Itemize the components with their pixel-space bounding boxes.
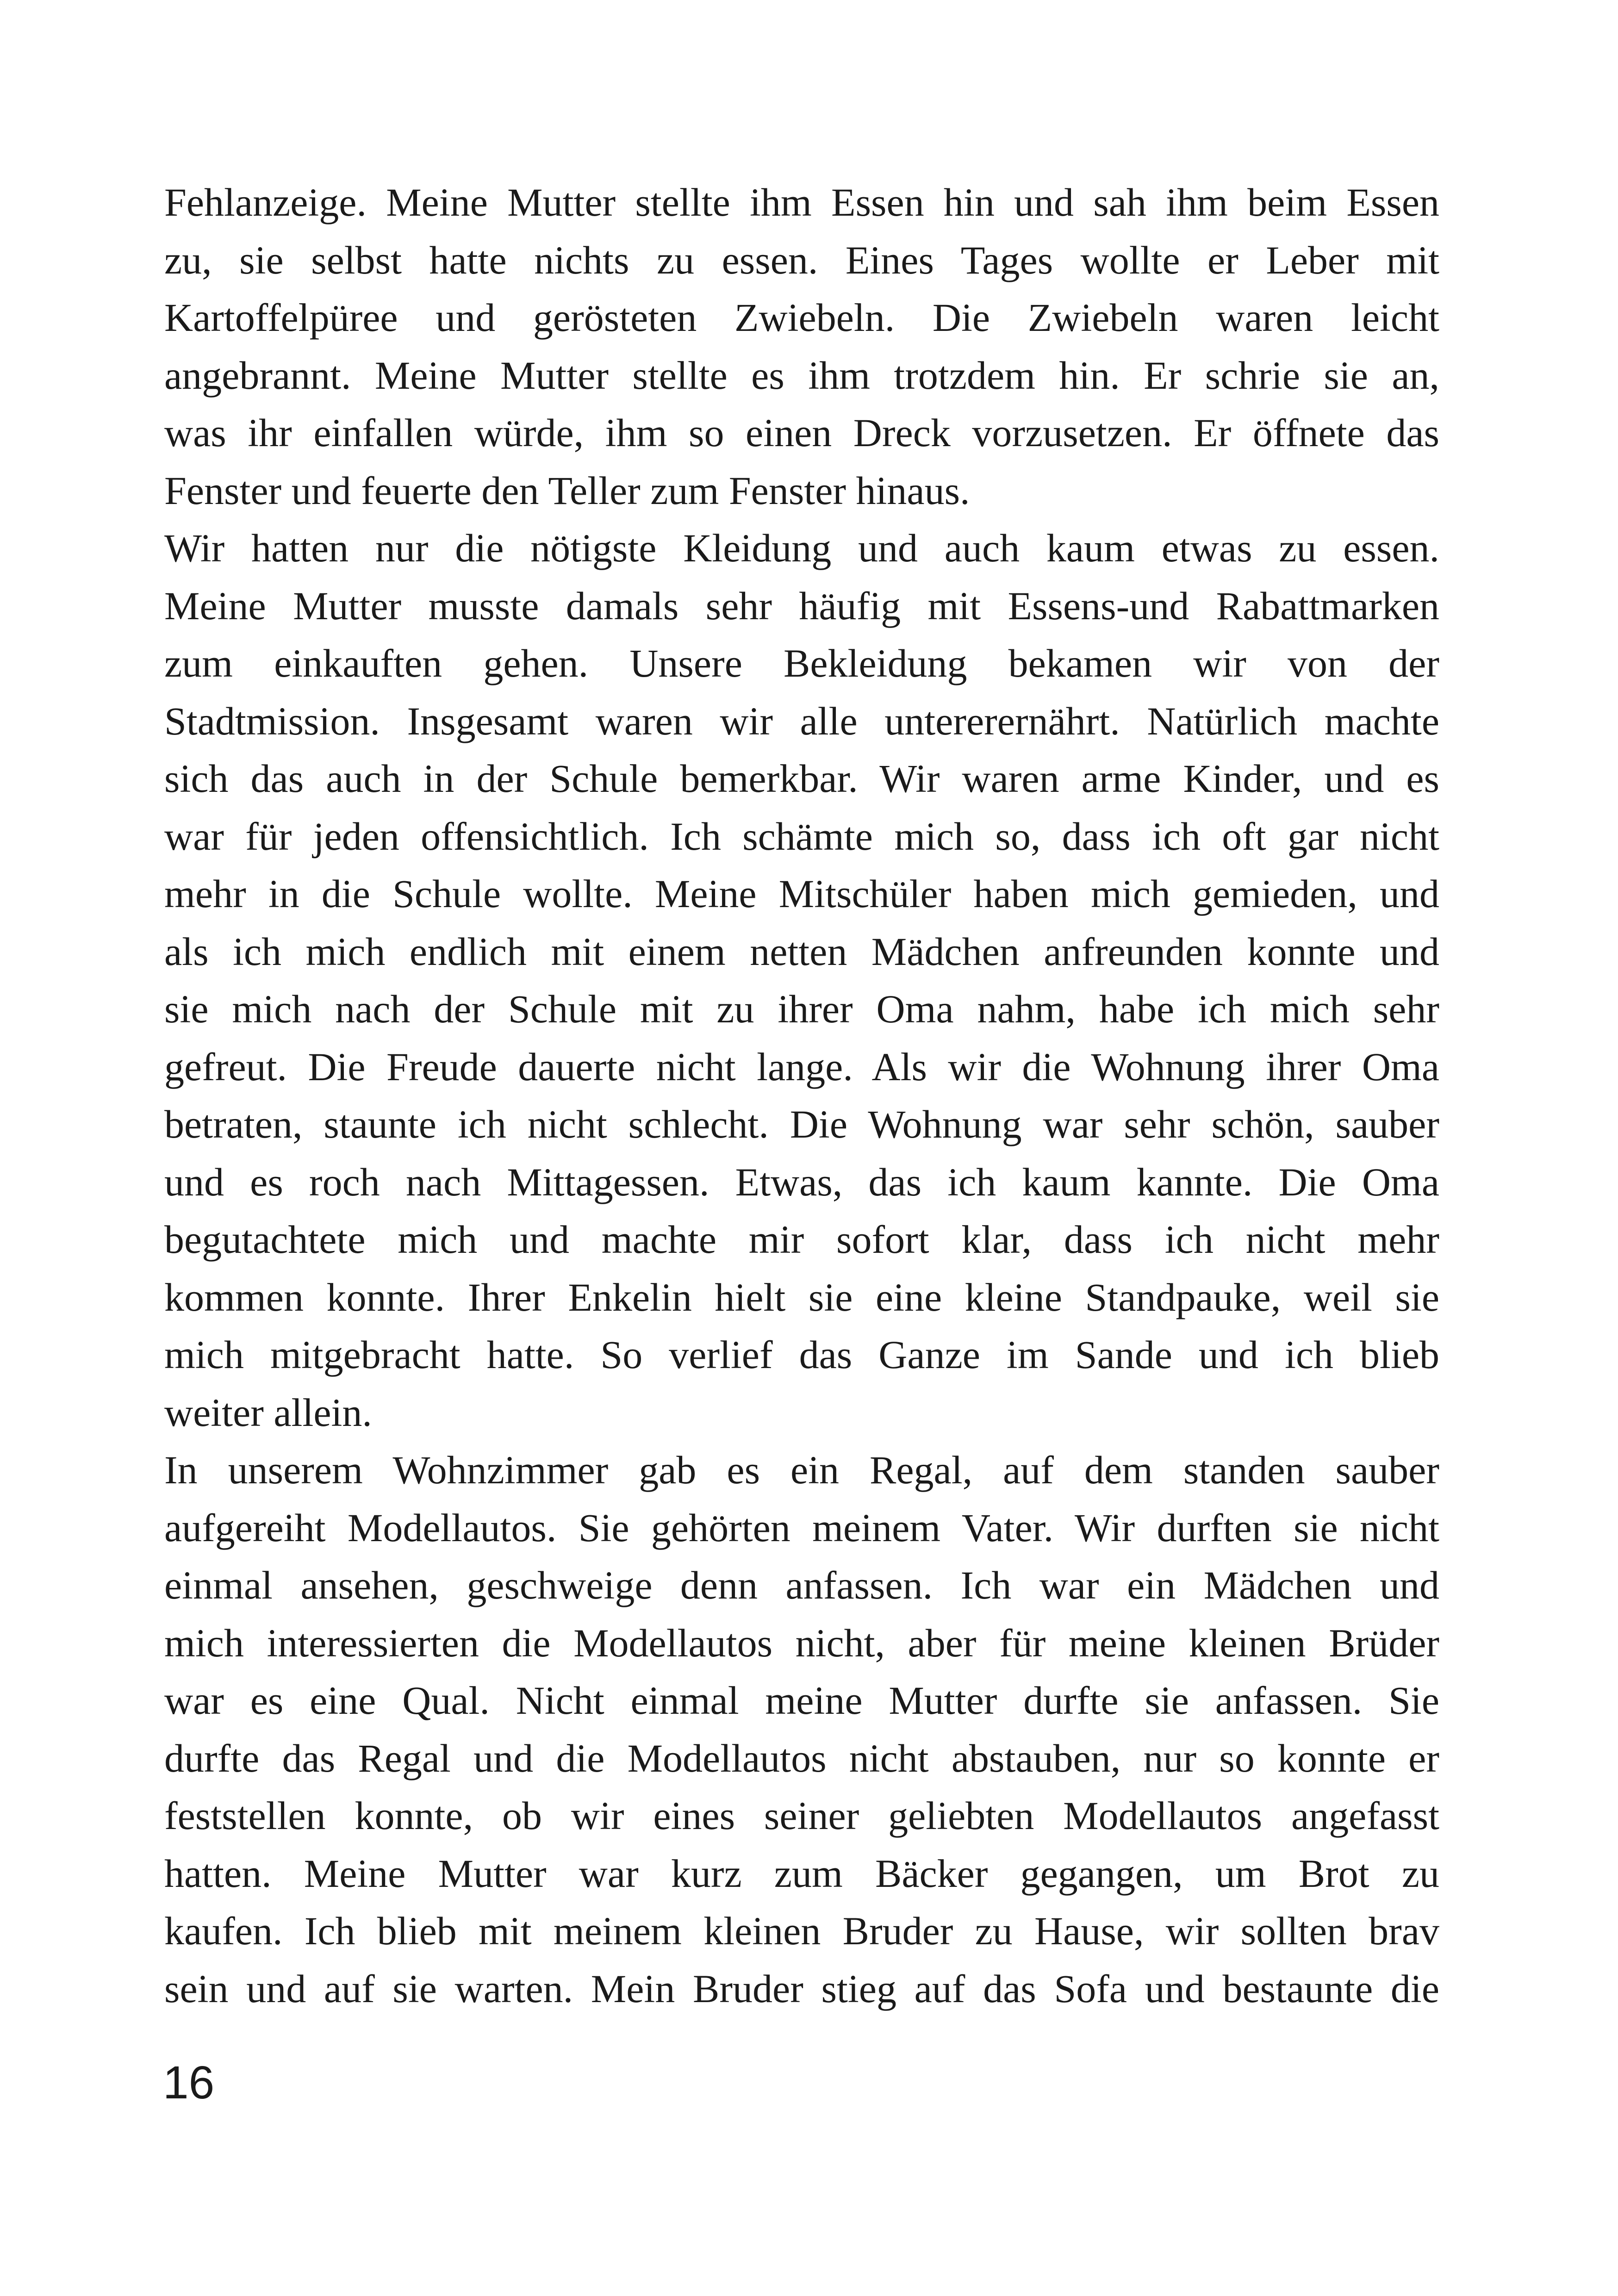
- text-line: Wir hatten nur die nötigste Kleidung und auch kaum etwas zu essen.: [164, 526, 1439, 570]
- text-line: mich mitgebracht hatte. So verlief das Ganze im Sande und ich blieb: [164, 1332, 1439, 1377]
- text-line: kommen konnte. Ihrer Enkelin hielt sie eine kleine Standpauke, weil sie: [164, 1275, 1439, 1319]
- text-line: kaufen. Ich blieb mit meinem kleinen Bruder zu Hause, wir sollten brav: [164, 1909, 1439, 1953]
- text-line: angebrannt. Meine Mutter stellte es ihm trotzdem hin. Er schrie sie an,: [164, 353, 1439, 398]
- text-line: Stadtmission. Insgesamt waren wir alle untererernährt. Natürlich machte: [164, 698, 1439, 743]
- text-line: als ich mich endlich mit einem netten Mädchen anfreunden konnte und: [164, 929, 1439, 974]
- text-line: einmal ansehen, geschweige denn anfassen. Ich war ein Mädchen und: [164, 1563, 1439, 1607]
- text-line: aufgereiht Modellautos. Sie gehörten meinem Vater. Wir durften sie nicht: [164, 1505, 1439, 1550]
- text-line: mehr in die Schule wollte. Meine Mitschüler haben mich gemieden, und: [164, 871, 1439, 916]
- text-line: begutachtete mich und machte mir sofort klar, dass ich nicht mehr: [164, 1217, 1439, 1262]
- paragraph: [164, 174, 1439, 519]
- text-line: Fenster und feuerte den Teller zum Fenster hinaus.: [164, 468, 970, 513]
- text-line: was ihr einfallen würde, ihm so einen Dreck vorzusetzen. Er öffnete das: [164, 411, 1439, 455]
- paragraph: [164, 519, 1439, 1441]
- text-line: durfte das Regal und die Modellautos nicht abstauben, nur so konnte er: [164, 1736, 1439, 1780]
- text-line: war für jeden offensichtlich. Ich schämte mich so, dass ich oft gar nicht: [164, 814, 1439, 859]
- text-line: sich das auch in der Schule bemerkbar. Wir waren arme Kinder, und es: [164, 756, 1439, 801]
- text-line: zu, sie selbst hatte nichts zu essen. Eines Tages wollte er Leber mit: [164, 237, 1439, 282]
- text-line: weiter allein.: [164, 1390, 372, 1435]
- text-line: Kartoffelpüree und gerösteten Zwiebeln. Die Zwiebeln waren leicht: [164, 295, 1439, 340]
- text-line: Meine Mutter musste damals sehr häufig mit Essens-und Rabattmarken: [164, 583, 1439, 628]
- text-line: und es roch nach Mittagessen. Etwas, das ich kaum kannte. Die Oma: [164, 1159, 1439, 1204]
- page-number: 16: [163, 2057, 215, 2109]
- text-line: betraten, staunte ich nicht schlecht. Die Wohnung war sehr schön, sauber: [164, 1102, 1439, 1146]
- text-line: hatten. Meine Mutter war kurz zum Bäcker gegangen, um Brot zu: [164, 1851, 1439, 1896]
- text-line: war es eine Qual. Nicht einmal meine Mutter durfte sie anfassen. Sie: [164, 1678, 1439, 1723]
- paragraph: [164, 1441, 1439, 2017]
- text-line: mich interessierten die Modellautos nicht, aber für meine kleinen Brüder: [164, 1620, 1439, 1665]
- text-line: In unserem Wohnzimmer gab es ein Regal, auf dem standen sauber: [164, 1448, 1439, 1492]
- text-line: gefreut. Die Freude dauerte nicht lange. Als wir die Wohnung ihrer Oma: [164, 1044, 1439, 1089]
- text-line: sein und auf sie warten. Mein Bruder stieg auf das Sofa und bestaunte die: [164, 1966, 1439, 2011]
- text-line: Fehlanzeige. Meine Mutter stellte ihm Essen hin und sah ihm beim Essen: [164, 180, 1439, 224]
- text-line: feststellen konnte, ob wir eines seiner geliebten Modellautos angefasst: [164, 1793, 1439, 1838]
- text-line: zum einkauften gehen. Unsere Bekleidung bekamen wir von der: [164, 641, 1439, 685]
- body-text: [164, 174, 1439, 2017]
- text-line: sie mich nach der Schule mit zu ihrer Oma nahm, habe ich mich sehr: [164, 987, 1439, 1031]
